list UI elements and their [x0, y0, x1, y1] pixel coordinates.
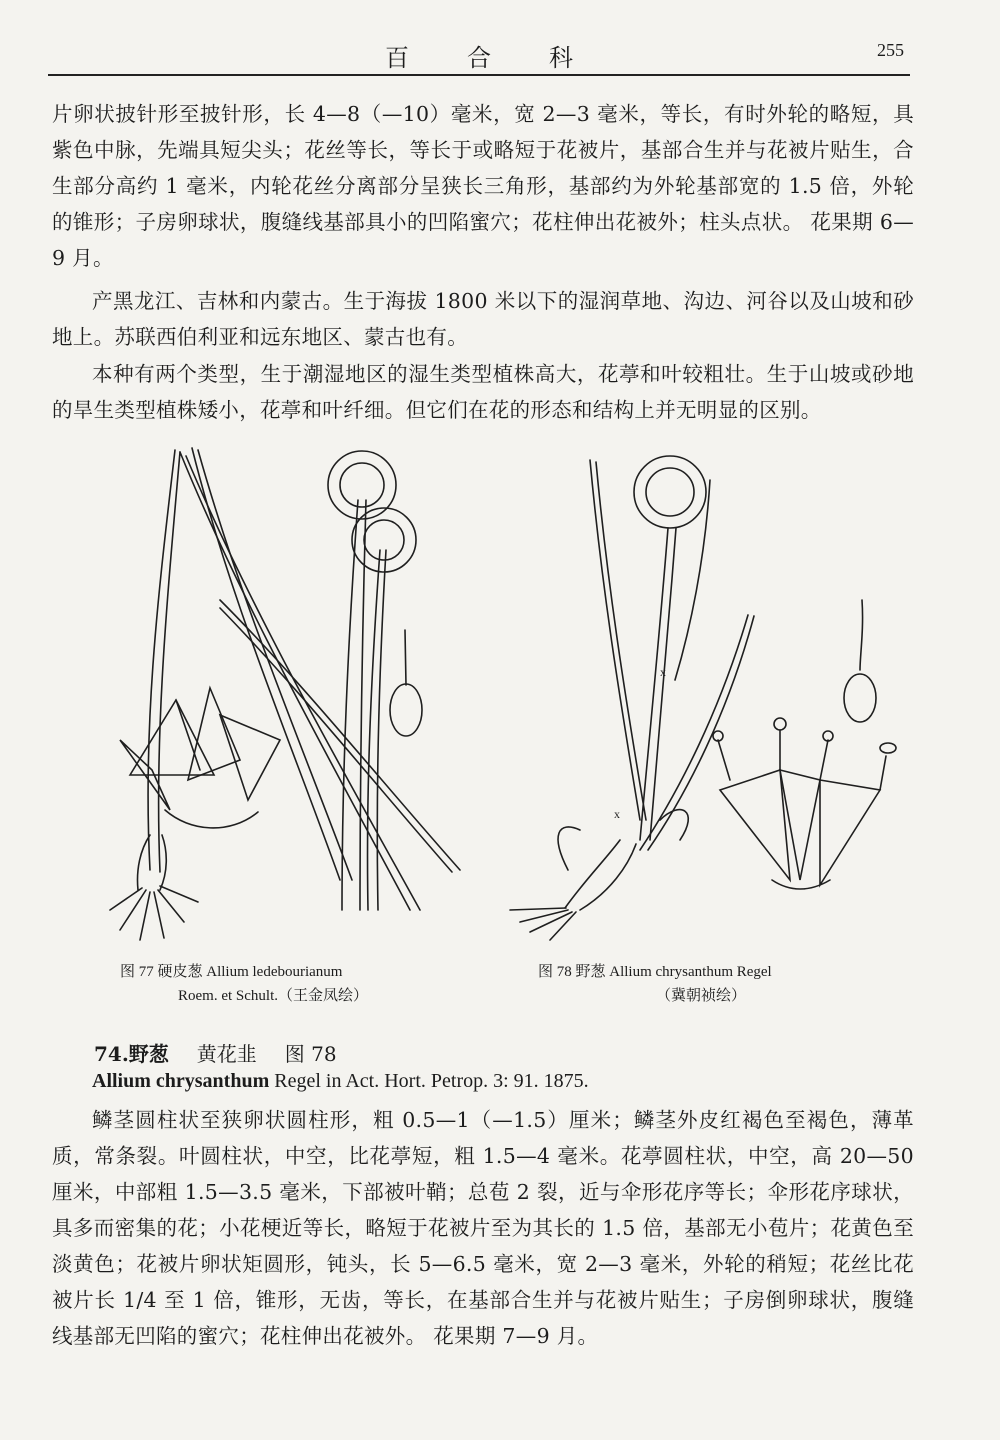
fig77-leaves [148, 448, 460, 910]
species-figure-ref: 图 78 [284, 1042, 337, 1066]
figure-77-caption [120, 960, 480, 1008]
fig77-umbels [328, 451, 416, 910]
caption-line: Roem. et Schult.（王金凤绘） [178, 988, 368, 1004]
figure-78-caption [538, 960, 878, 1008]
paragraph-text: 本种有两个类型，生于潮湿地区的湿生类型植株高大，花葶和叶较粗壮。生于山坡或砂地的旱生类型植株矮小，花葶和叶纤细。但它们在花的形态和结构上并无明显的区别。 [52, 362, 914, 422]
fig78-marker: x [660, 665, 666, 679]
plant-drawings [80, 440, 920, 950]
section-title: 百合科 [385, 44, 631, 72]
paragraph-types [52, 356, 914, 428]
species-latin-citation [92, 1070, 589, 1093]
species-heading [94, 1038, 337, 1067]
page-number: 255 [877, 40, 904, 60]
page-header [48, 30, 910, 76]
paragraph-text: 鳞茎圆柱状至狭卵状圆柱形，粗 0.5—1（—1.5）厘米；鳞茎外皮红褐色至褐色，薄革质，常条裂。叶圆柱状，中空，比花葶短，粗 1.5—4 毫米。花葶圆柱状，中空，高 20—50 厘米，中部粗 1.5—3.5 毫米，下部被叶鞘；总苞 2 裂，近与伞形花序等长；伞形花序球状，具多而密集的花；小花梗近等长，略短于花被片至为其长的 1.5 倍，基部无小苞片；花黄色至淡黄色；花被片卵状矩圆形，钝头，长 5—6.5 毫米，宽 2—3 毫米，外轮的稍短；花丝比花被片长 1/4 至 1 倍，锥形，无齿，等长，在基部合生并与花被片贴生；子房倒卵球状，腹缝线基部无凹陷的蜜穴；花柱伸出花被外。 花果期 7—9 月。 [52, 1108, 914, 1348]
fig78-leaves [590, 460, 754, 850]
paragraph-text: 产黑龙江、吉林和内蒙古。生于海拔 1800 米以下的湿润草地、沟边、河谷以及山坡和砂地上。苏联西伯利亚和远东地区、蒙古也有。 [52, 289, 914, 349]
caption-line: （冀朝祯绘） [656, 988, 747, 1004]
fig77-flower-dissection [120, 688, 280, 828]
caption-line: 图 78 野葱 Allium chrysanthum Regel [538, 964, 772, 980]
fig77-ovary [390, 630, 422, 736]
species-common-name: 黄花韭 [196, 1042, 257, 1066]
botanical-illustrations [80, 440, 920, 950]
citation: Regel in Act. Hort. Petrop. 3: 91. 1875. [274, 1070, 589, 1092]
paragraph-description-cont [52, 96, 914, 276]
species-number-name: 74.野葱 [94, 1042, 169, 1066]
fig78-umbel [634, 456, 706, 840]
paragraph-distribution [52, 283, 914, 355]
paragraph-text: 片卵状披针形至披针形，长 4—8（—10）毫米，宽 2—3 毫米，等长，有时外轮的略短，具紫色中脉，先端具短尖头；花丝等长，等长于或略短于花被片，基部合生并与花被片贴生，合生部分高约 1 毫米，内轮花丝分离部分呈狭长三角形，基部约为外轮基部宽的 1.5 倍，外轮的锥形；子房卵球状，腹缝线基部具小的凹陷蜜穴；花柱伸出花被外；柱头点状。 花果期 6—9 月。 [52, 102, 914, 270]
caption-line: 图 77 硬皮葱 Allium ledebourianum [120, 964, 343, 980]
fig78-ovary [844, 600, 876, 722]
fig77-bulb-roots [110, 835, 198, 940]
fig78-flower-dissection [713, 718, 896, 889]
paragraph-species-description [52, 1102, 914, 1354]
latin-name: Allium chrysanthum [92, 1070, 270, 1092]
fig78-marker: x [614, 807, 620, 821]
